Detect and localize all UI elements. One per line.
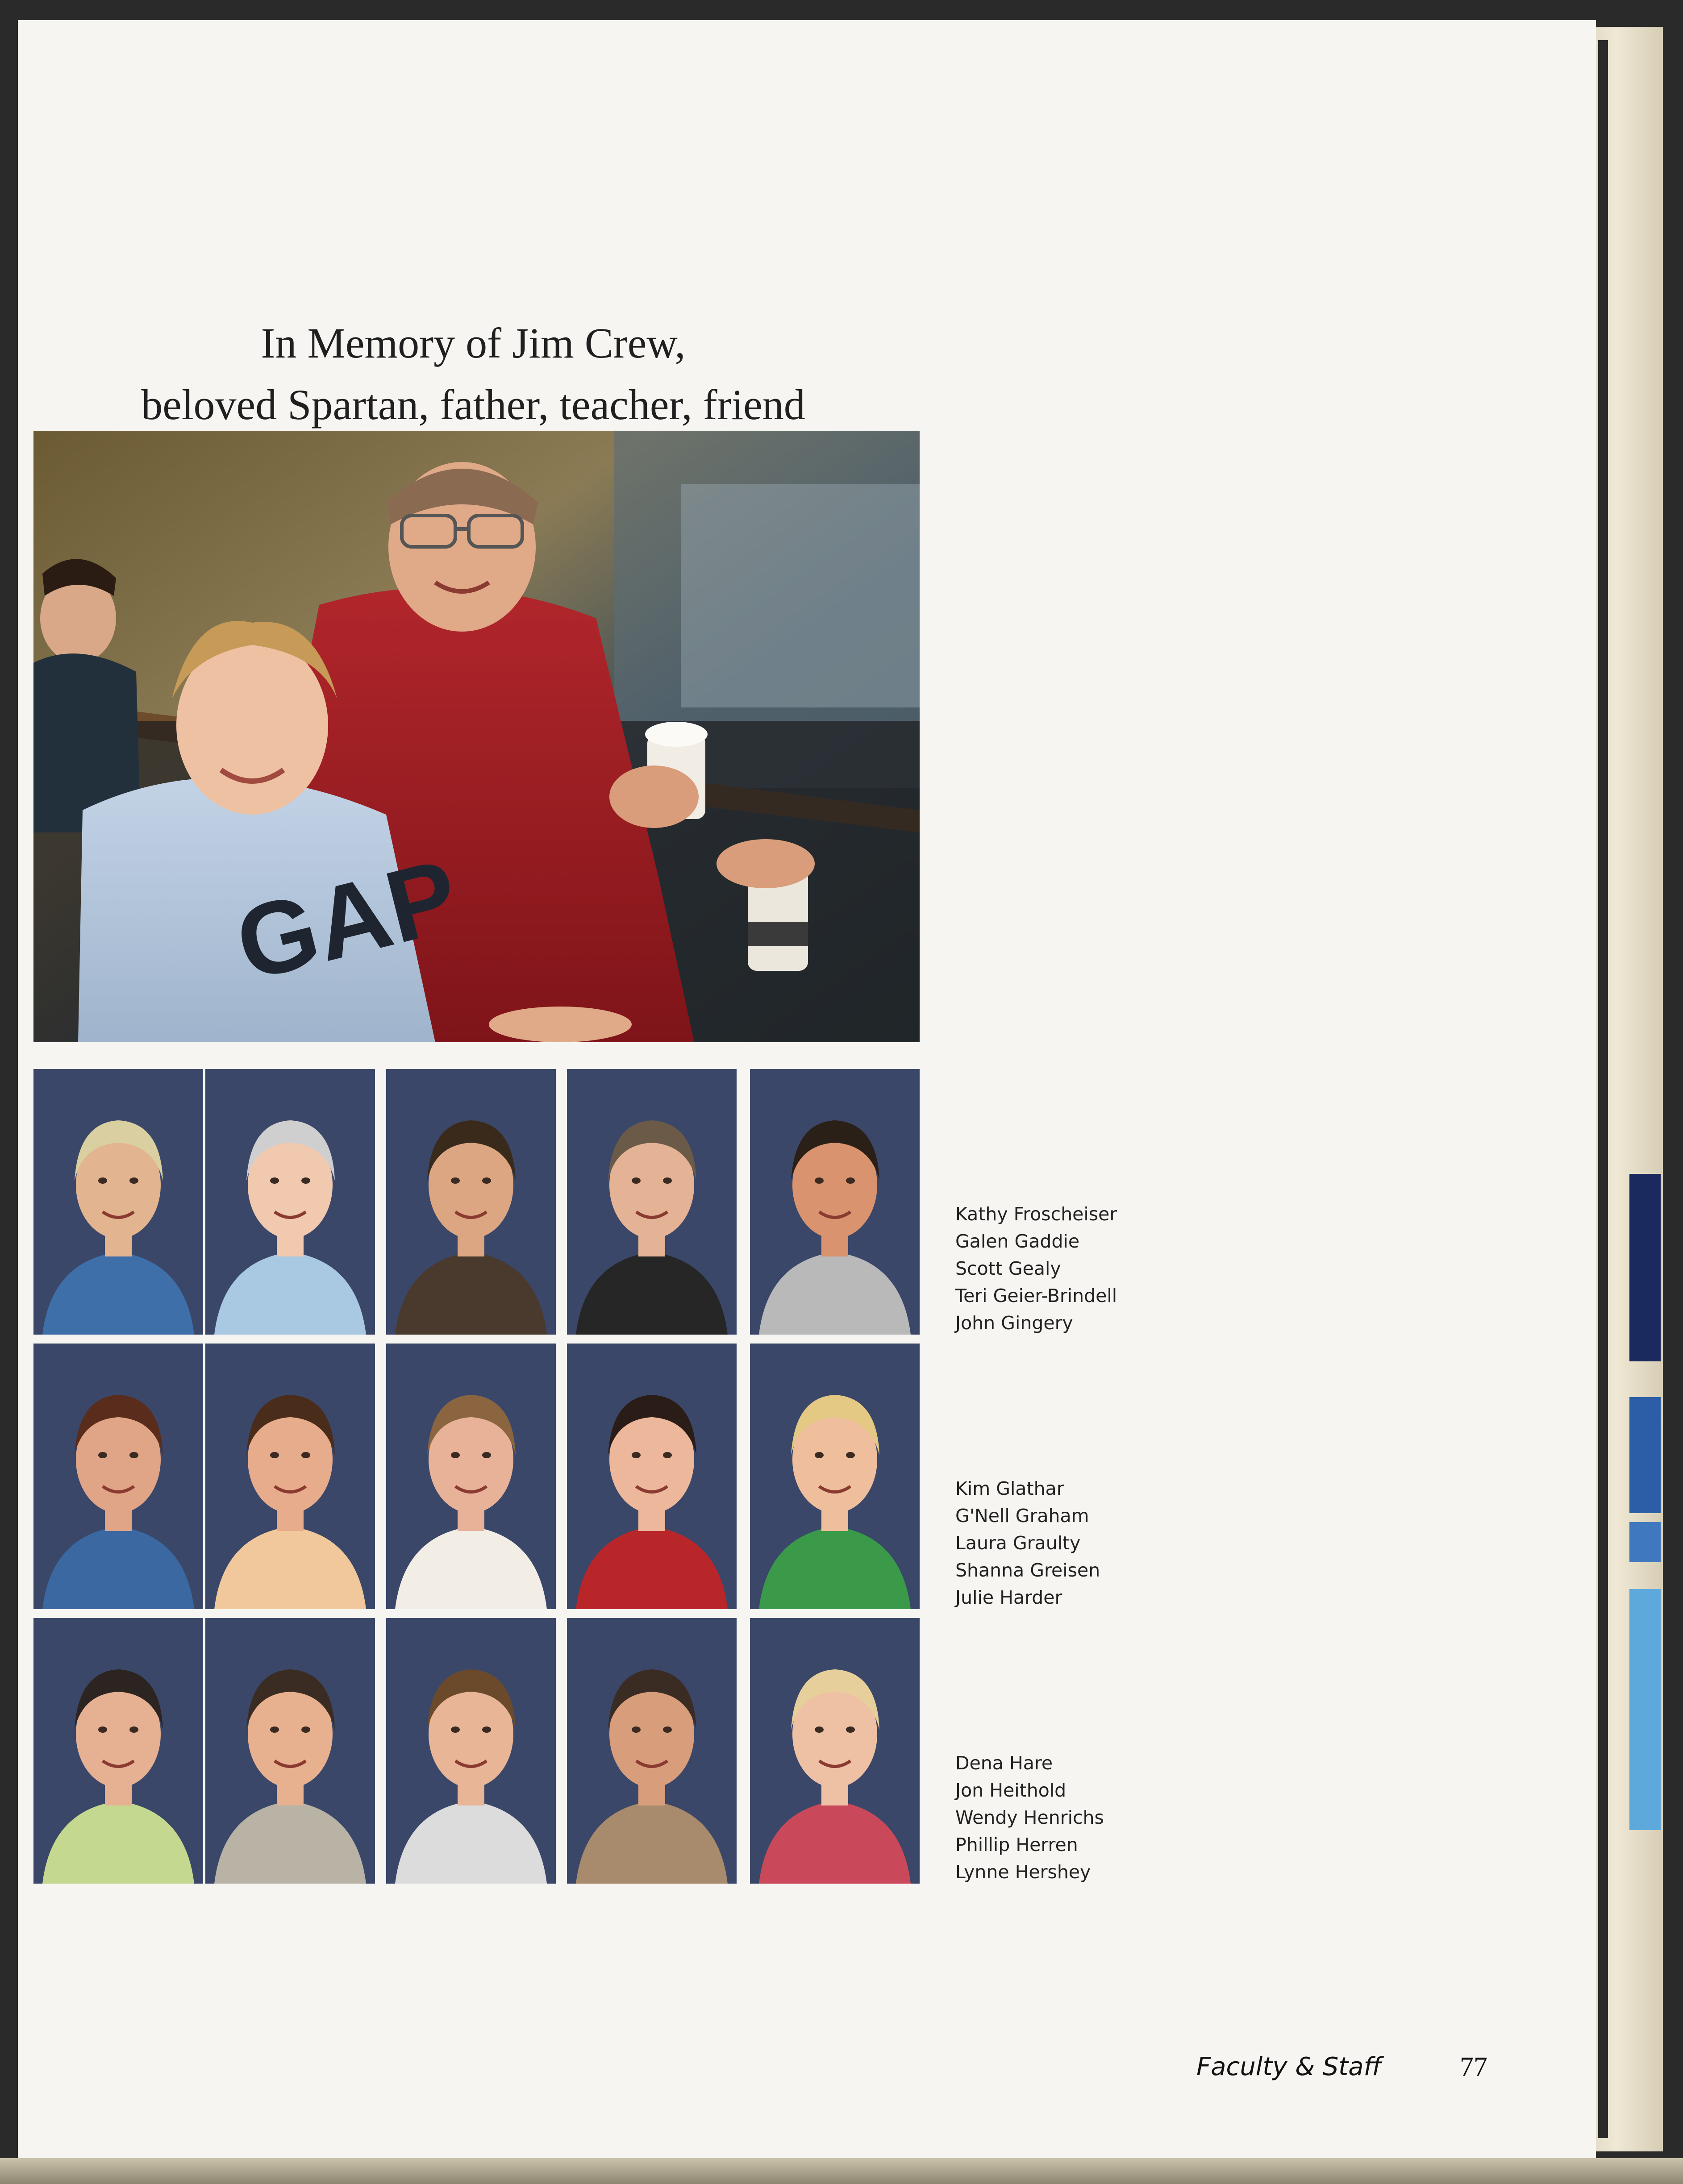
faculty-portrait — [205, 1069, 375, 1335]
faculty-portrait — [567, 1344, 737, 1609]
faculty-portrait — [33, 1618, 203, 1884]
memorial-title — [27, 312, 920, 436]
faculty-portrait — [750, 1069, 920, 1335]
index-tab-light-blue — [1629, 1589, 1661, 1830]
faculty-portrait — [750, 1618, 920, 1884]
hoodie-logo-text: GAP — [225, 837, 469, 1003]
faculty-name: Scott Gealy — [955, 1258, 1061, 1279]
faculty-portrait — [386, 1069, 556, 1335]
faculty-portrait — [33, 1069, 203, 1335]
book-bottom-edge — [0, 2158, 1683, 2184]
faculty-name: Laura Graulty — [955, 1532, 1081, 1554]
portrait-photo — [750, 1618, 920, 1884]
index-tab-blue — [1629, 1397, 1661, 1513]
faculty-name: Jon Heithold — [955, 1780, 1066, 1801]
portrait-photo — [33, 1069, 203, 1335]
faculty-portrait — [750, 1344, 920, 1609]
portrait-photo — [33, 1344, 203, 1609]
page-number: 77 — [1460, 2052, 1487, 2082]
faculty-name: Dena Hare — [955, 1752, 1053, 1774]
portrait-photo — [386, 1069, 556, 1335]
portrait-photo — [205, 1069, 375, 1335]
faculty-name: G'Nell Graham — [955, 1505, 1089, 1527]
book-spine-shadow — [1598, 40, 1608, 2138]
section-label: Faculty & Staff — [1196, 2052, 1382, 2081]
faculty-name: Teri Geier-Brindell — [955, 1285, 1117, 1306]
faculty-name: Kim Glathar — [955, 1478, 1064, 1499]
name-list-row-3 — [955, 1750, 1104, 1886]
portrait-photo — [205, 1344, 375, 1609]
memorial-title-line2: beloved Spartan, father, teacher, friend — [141, 381, 805, 428]
portrait-photo — [33, 1618, 203, 1884]
faculty-name: John Gingery — [955, 1312, 1073, 1334]
faculty-name: Lynne Hershey — [955, 1861, 1091, 1883]
memorial-title-line1: In Memory of Jim Crew, — [261, 319, 686, 367]
faculty-portrait — [567, 1069, 737, 1335]
portrait-photo — [567, 1618, 737, 1884]
faculty-name: Julie Harder — [955, 1587, 1062, 1608]
portrait-photo — [567, 1344, 737, 1609]
portrait-photo — [205, 1618, 375, 1884]
faculty-name: Phillip Herren — [955, 1834, 1078, 1855]
faculty-name: Shanna Greisen — [955, 1560, 1100, 1581]
index-tab-navy — [1629, 1174, 1661, 1361]
name-list-row-2 — [955, 1475, 1100, 1611]
faculty-portrait — [33, 1344, 203, 1609]
memorial-photo — [33, 431, 920, 1042]
faculty-portrait — [386, 1344, 556, 1609]
memorial-photo-art — [33, 431, 920, 1042]
faculty-name: Galen Gaddie — [955, 1231, 1080, 1252]
faculty-portrait — [205, 1344, 375, 1609]
faculty-portrait — [205, 1618, 375, 1884]
faculty-name: Wendy Henrichs — [955, 1807, 1104, 1828]
portrait-photo — [386, 1344, 556, 1609]
portrait-photo — [750, 1344, 920, 1609]
faculty-portrait — [386, 1618, 556, 1884]
index-tab-mid-blue — [1629, 1522, 1661, 1562]
portrait-photo — [386, 1618, 556, 1884]
portrait-photo — [750, 1069, 920, 1335]
faculty-portrait — [567, 1618, 737, 1884]
faculty-name: Kathy Froscheiser — [955, 1203, 1117, 1225]
name-list-row-1 — [955, 1201, 1117, 1337]
portrait-photo — [567, 1069, 737, 1335]
